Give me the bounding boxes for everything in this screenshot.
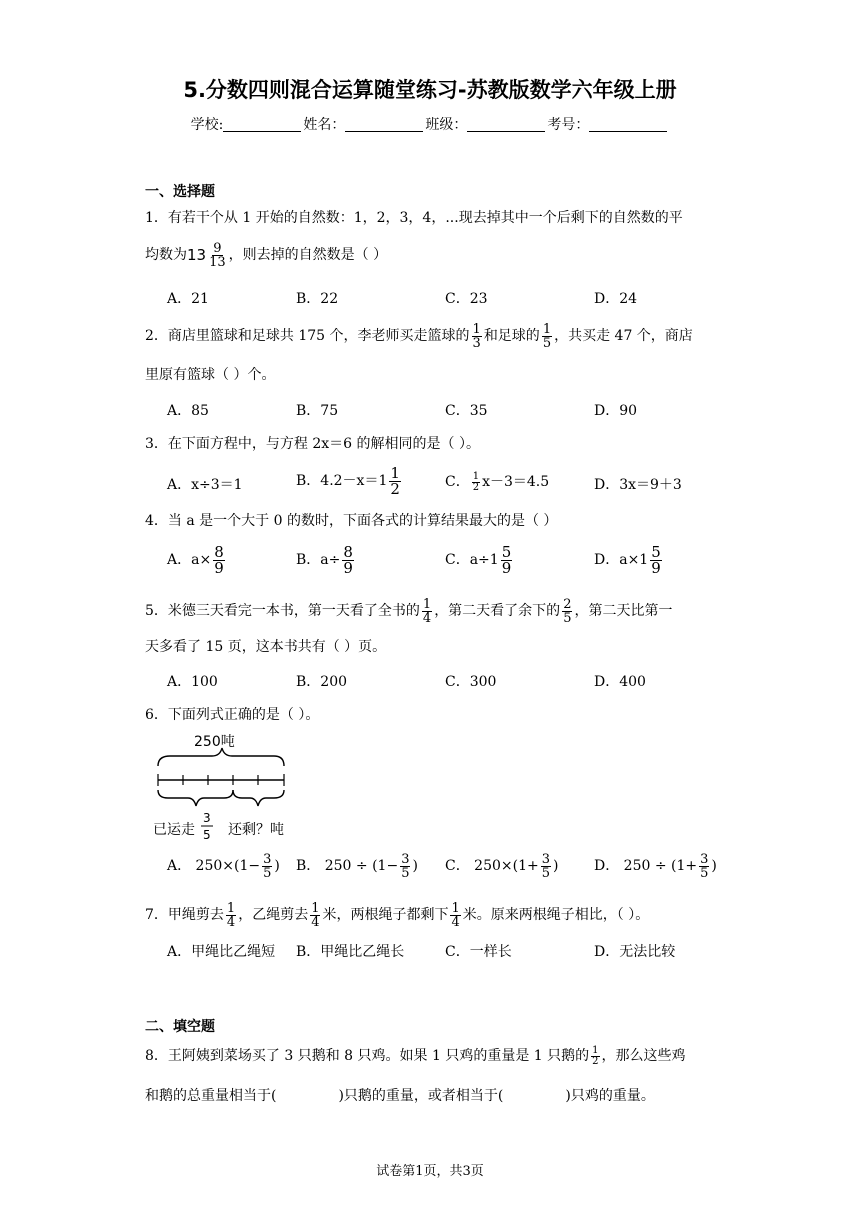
q5-option-d[interactable]: D．400 <box>594 674 646 690</box>
q1-line2 <box>145 240 387 270</box>
q5-option-c[interactable]: C．300 <box>445 674 497 690</box>
q7-option-c[interactable]: C．一样长 <box>445 944 512 960</box>
q1-option-b[interactable]: B．22 <box>296 291 339 307</box>
q2-frac-2: $\frac{1}{5}$ <box>542 321 552 351</box>
q6-text: 6．下面列式正确的是（ ）。 <box>145 707 320 723</box>
name-label: 姓名： <box>303 117 346 133</box>
q1-mixed-frac: $\frac{9}{13}$ <box>209 240 226 270</box>
q2-option-a[interactable]: A．85 <box>167 403 209 419</box>
exam-no-blank <box>589 117 667 132</box>
bottom-brace-left <box>158 790 233 806</box>
student-info-line <box>0 114 860 134</box>
q2-option-d[interactable]: D．90 <box>594 403 638 419</box>
diagram-frac-den: 5 <box>203 828 211 842</box>
q4-option-b[interactable]: B．a÷ $\frac{8}{9}$ <box>296 542 353 577</box>
q5-option-a[interactable]: A．100 <box>167 674 218 690</box>
exam-no-label: 考号： <box>547 117 590 133</box>
q7-text: 7．甲绳剪去 $\frac{1}{4}$ ，乙绳剪去 $\frac{1}{4}$ 米，两根绳子都剩下 $\frac{1}{4}$ 米。原来两根绳子相比，（ ）。 <box>145 900 650 930</box>
q8-line1: 8．王阿姨到菜场买了 3 只鹅和 8 只鸡。如果 1 只鸡的重量是 1 只鹅的 $\frac{1}{2}$ ，那么这些鸡 <box>145 1044 686 1067</box>
diagram-right-label: 还剩？吨 <box>228 822 284 838</box>
class-label: 班级： <box>425 117 468 133</box>
q4-text: 4．当 a 是一个大于 0 的数时，下面各式的计算结果最大的是（ ） <box>145 513 558 529</box>
q2-line2: 里原有篮球（ ）个。 <box>145 367 276 383</box>
q6-option-c[interactable]: C． 250×(1+ $\frac{3}{5}$ ) <box>445 851 559 881</box>
name-blank <box>345 117 423 132</box>
q8-line2: 和鹅的总重量相当于( )只鹅的重量，或者相当于( )只鸡的重量。 <box>145 1088 655 1104</box>
q3-option-d[interactable]: D．3x＝9＋3 <box>594 477 682 493</box>
section-fill-heading: 二、填空题 <box>145 1019 215 1035</box>
page-title: 5.分数四则混合运算随堂练习-苏教版数学六年级上册 <box>183 78 677 102</box>
diagram-left-label: 已运走 <box>153 822 195 838</box>
class-blank <box>467 117 545 132</box>
q1-text-post: ，则去掉的自然数是（ ） <box>228 247 388 263</box>
q1-option-a[interactable]: A．21 <box>167 291 209 307</box>
q1-mixed-int: 13 <box>187 246 207 264</box>
q5-option-b[interactable]: B．200 <box>296 674 348 690</box>
q7-option-a[interactable]: A．甲绳比乙绳短 <box>167 944 276 960</box>
q2-line1: 2．商店里篮球和足球共 175 个，李老师买走篮球的 $\frac{1}{3}$ 和足球的 $\frac{1}{5}$ ，共买走 47 个，商店 <box>145 321 693 351</box>
q2-option-b[interactable]: B．75 <box>296 403 339 419</box>
q3-option-a[interactable]: A．x÷3＝1 <box>167 477 243 493</box>
q4-option-a[interactable]: A．a× $\frac{8}{9}$ <box>167 542 224 577</box>
q6-option-a[interactable]: A． 250×(1− $\frac{3}{5}$ ) <box>167 851 280 881</box>
q3-option-c[interactable]: C． $\frac{1}{2}$ x－3＝4.5 <box>445 470 550 493</box>
q7-option-d[interactable]: D．无法比较 <box>594 944 676 960</box>
top-brace <box>158 748 284 766</box>
q7-option-b[interactable]: B．甲绳比乙绳长 <box>296 944 405 960</box>
school-label: 学校: <box>190 117 224 133</box>
page-footer: 试卷第1页，共3页 <box>376 1164 484 1179</box>
q3-option-b[interactable]: B．4.2－x＝1 $\frac{1}{2}$ <box>296 463 400 498</box>
q4-option-c[interactable]: C．a÷1 $\frac{5}{9}$ <box>445 542 512 577</box>
q5-line2: 天多看了 15 页，这本书共有（ ）页。 <box>145 639 387 655</box>
q1-option-c[interactable]: C．23 <box>445 291 488 307</box>
diagram-total-label: 250吨 <box>194 734 235 750</box>
bottom-brace-right <box>233 790 284 806</box>
q6-option-d[interactable]: D． 250 ÷ (1+ $\frac{3}{5}$ ) <box>594 851 717 881</box>
q4-option-d[interactable]: D．a×1 $\frac{5}{9}$ <box>594 542 661 577</box>
q1-option-d[interactable]: D．24 <box>594 291 638 307</box>
q2-option-c[interactable]: C．35 <box>445 403 488 419</box>
diagram-frac-num: 3 <box>203 811 211 825</box>
section-choice-heading: 一、选择题 <box>145 184 215 200</box>
q1-text: 均数为 <box>145 247 187 263</box>
q1-line1: 1．有若干个从 1 开始的自然数：1，2，3，4，...现去掉其中一个后剩下的自然数的平 <box>145 210 683 226</box>
q2-frac-1: $\frac{1}{3}$ <box>472 321 481 351</box>
q6-diagram <box>150 728 300 846</box>
q6-option-b[interactable]: B． 250 ÷ (1− $\frac{3}{5}$ ) <box>296 851 418 881</box>
q5-line1: 5．米德三天看完一本书，第一天看了全书的 $\frac{1}{4}$ ，第二天看了余下的 $\frac{2}{5}$ ，第二天比第一 <box>145 596 673 626</box>
school-blank <box>223 117 301 132</box>
q3-text: 3．在下面方程中，与方程 2x＝6 的解相同的是（ ）。 <box>145 436 480 452</box>
